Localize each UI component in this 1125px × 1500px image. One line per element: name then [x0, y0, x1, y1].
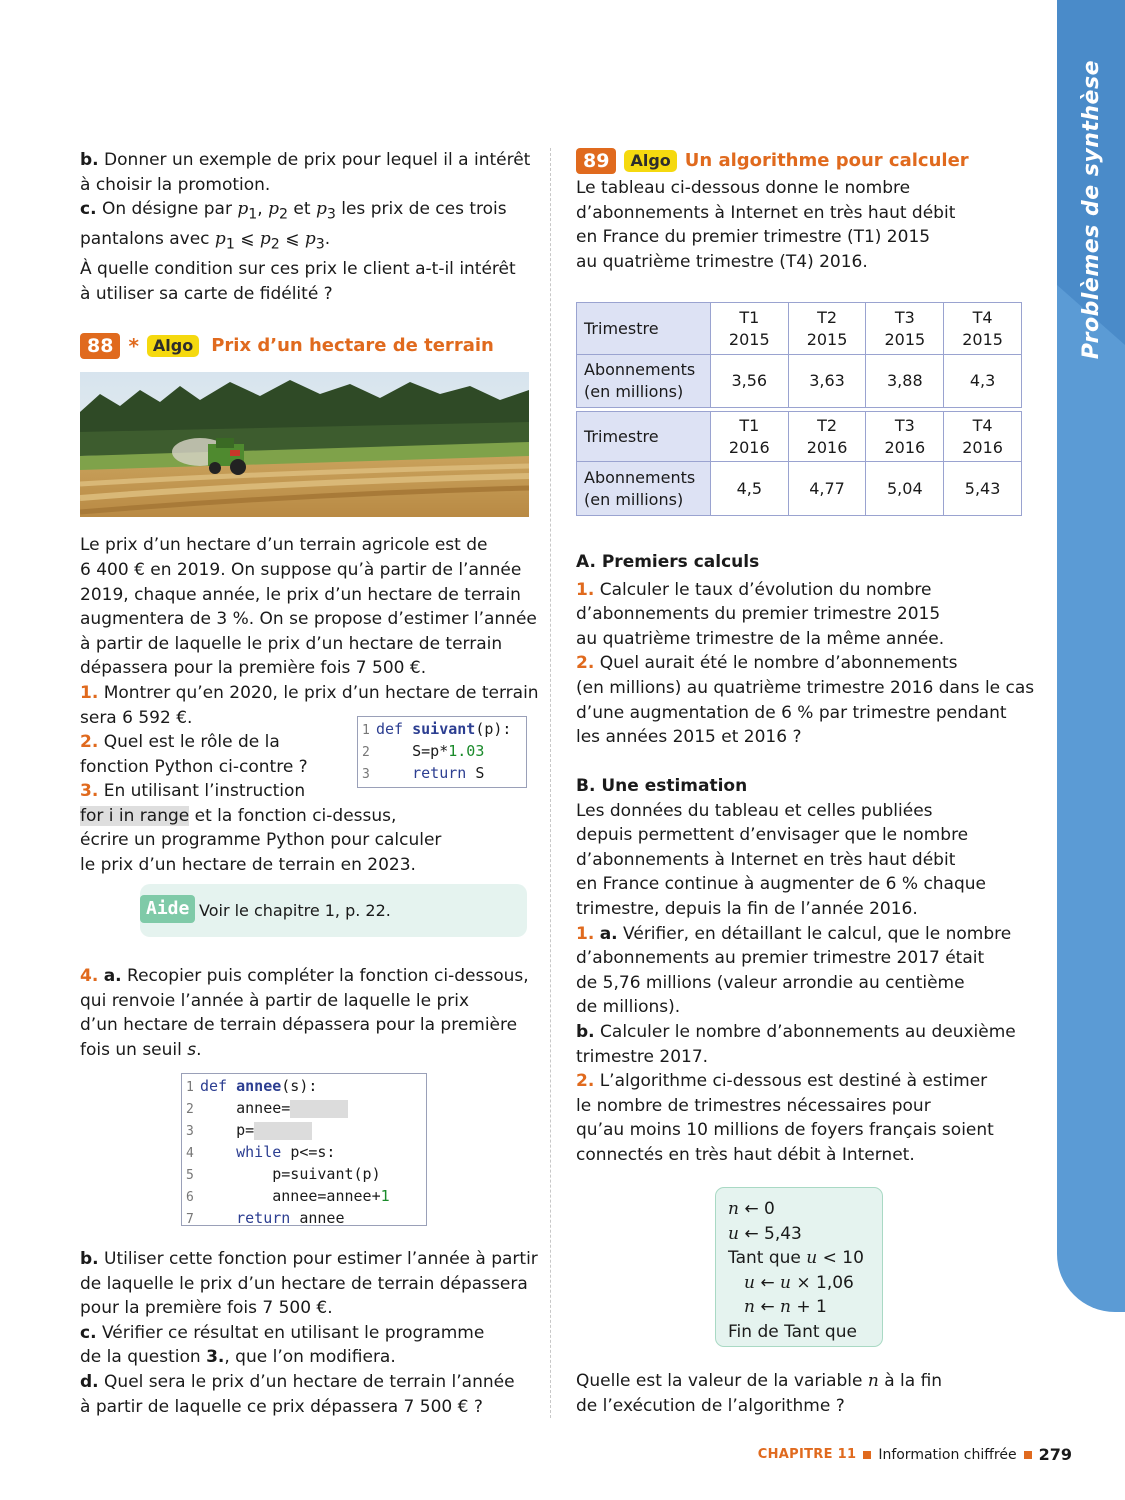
b1-line4: de millions). [576, 997, 681, 1018]
intro-c-line1: c. On désigne par $p_1$, $p_2$ et $p_3$ les prix de ces trois [80, 199, 507, 223]
table-row [577, 412, 1022, 462]
statement-line: dépassera pour la première fois 7 500 €. [80, 658, 427, 679]
b1-line2: d’abonnements au premier trimestre 2017 était [576, 948, 985, 969]
python-code-annee: 1 def annee(s): 2 annee= 3 p= 4 while p<=s: 5 p=suivant(p) 6 annee=annee+1 7 return annee [181, 1073, 427, 1226]
table-cell: 4,3 [944, 355, 1022, 408]
field-tractor-photo [80, 372, 529, 517]
exercise-88-statement [80, 533, 539, 877]
field-photo-illustration [80, 372, 529, 517]
a1-line3: au quatrième trimestre de la même année. [576, 628, 945, 649]
row-header: Abonnements (en millions) [577, 462, 711, 516]
final-question [576, 1369, 1036, 1418]
statement-line: augmentera de 3 %. On se propose d’estimer l’année [80, 609, 537, 630]
table-cell: 5,43 [944, 462, 1022, 516]
a2-line2: (en millions) au quatrième trimestre 2016 dans le cas [576, 677, 1035, 698]
statement-line: au quatrième trimestre (T4) 2016. [576, 251, 868, 272]
statement-line: d’abonnements à Internet en très haut débit [576, 849, 956, 870]
difficulty-star: * [128, 334, 139, 359]
intro-c-line2: pantalons avec $p_1$ ⩽ $p_2$ ⩽ $p_3$. [80, 229, 331, 253]
table-row [577, 355, 1022, 408]
intro-b-line1: b. Donner un exemple de prix pour lequel il a intérêt [80, 150, 531, 170]
algorithm-box [715, 1187, 883, 1347]
table-cell: 5,04 [866, 462, 944, 516]
q3-line4: le prix d’un hectare de terrain en 2023. [80, 855, 416, 876]
b1b-line2: trimestre 2017. [576, 1046, 709, 1067]
table-cell: T4 2015 [944, 303, 1022, 355]
algo-line: u ← 5,43 [728, 1223, 802, 1244]
help-badge: Aide [140, 895, 195, 923]
a2-line3: d’une augmentation de 6 % par trimestre pendant [576, 702, 1007, 723]
exercise-number: 88 [80, 333, 120, 359]
q3-line3: écrire un programme Python pour calculer [80, 830, 442, 851]
part-a [576, 550, 1036, 750]
q3-line1: 3. En utilisant l’instruction [80, 781, 306, 802]
column-divider [550, 148, 551, 1418]
b1-line3: de 5,76 millions (valeur arrondie au centième [576, 972, 965, 993]
algo-line: Fin de Tant que [728, 1321, 857, 1342]
side-tab-label: Problèmes de synthèse [1079, 60, 1105, 360]
exercise-number: 89 [576, 148, 616, 174]
table-row [577, 303, 1022, 355]
q4-line3: d’un hectare de terrain dépassera pour la première [80, 1015, 518, 1036]
separator-square [1024, 1451, 1032, 1459]
page-number: 279 [1038, 1445, 1072, 1464]
table-cell: 3,56 [710, 355, 788, 408]
exercise-title: Un algorithme pour calculer [684, 149, 969, 171]
blank-field [290, 1100, 348, 1118]
statement-line: 6 400 € en 2019. On suppose qu’à partir de l’année [80, 559, 522, 580]
python-code-suivant: 1 def suivant(p): 2 S=p*1.03 3 return S [357, 716, 527, 788]
q4c-line1: c. Vérifier ce résultat en utilisant le programme [80, 1322, 485, 1343]
algo-badge: Algo [147, 335, 199, 357]
a1-line2: d’abonnements du premier trimestre 2015 [576, 604, 941, 625]
help-box [140, 884, 527, 937]
q1-line1: 1. Montrer qu’en 2020, le prix d’un hectare de terrain [80, 682, 539, 703]
blank-field [254, 1122, 312, 1140]
statement-line: Les données du tableau et celles publiées [576, 800, 933, 821]
part-b-title: B. Une estimation [576, 776, 748, 796]
table-cell: 4,5 [710, 462, 788, 516]
b1-line1: 1. a. Vérifier, en détaillant le calcul, que le nombre [576, 923, 1012, 944]
inline-code: for i in range [80, 805, 190, 826]
algo-line: n ← n + 1 [744, 1297, 827, 1318]
table-cell: T3 2015 [866, 303, 944, 355]
b2-line3: qu’au moins 10 millions de foyers français soient [576, 1120, 994, 1141]
table-cell: T2 2016 [788, 412, 866, 462]
chapter-label: CHAPITRE 11 [757, 1447, 857, 1462]
exercise-88-header [80, 333, 535, 359]
part-b [576, 774, 1036, 1168]
page-footer [758, 1443, 1072, 1468]
a1-line1: 1. Calculer le taux d’évolution du nombre [576, 579, 932, 600]
q4-followups [80, 1247, 538, 1419]
q4b-line3: pour la première fois 7 500 €. [80, 1298, 333, 1319]
q3-line2: for i in range et la fonction ci-dessus, [80, 805, 397, 826]
statement-line: 2019, chaque année, le prix d’un hectare de terrain [80, 584, 521, 605]
algo-line: Tant que u < 10 [728, 1248, 864, 1269]
b2-line4: connectés en très haut débit à Internet. [576, 1144, 915, 1165]
final-line2: de l’exécution de l’algorithme ? [576, 1395, 845, 1416]
q4-block [80, 964, 535, 1062]
table-row [577, 462, 1022, 516]
statement-line: Le tableau ci-dessous donne le nombre [576, 178, 911, 198]
statement-line: d’abonnements à Internet en très haut débit [576, 202, 956, 223]
separator-square [863, 1451, 871, 1459]
q4c-line2: de la question 3., que l’on modifiera. [80, 1347, 396, 1368]
q4b-line2: de laquelle le prix d’un hectare de terrain dépassera [80, 1273, 528, 1294]
table-cell: T1 2016 [710, 412, 788, 462]
statement-line: depuis permettent d’envisager que le nombre [576, 825, 969, 846]
row-header: Trimestre [577, 303, 711, 355]
algo-badge: Algo [624, 150, 676, 172]
q2-line2: fonction Python ci-contre ? [80, 756, 308, 777]
q4d-line1: d. Quel sera le prix d’un hectare de terrain l’année [80, 1371, 515, 1392]
statement-line: trimestre, depuis la fin de l’année 2016. [576, 898, 918, 919]
final-line1: Quelle est la valeur de la variable n à la fin [576, 1371, 943, 1391]
b2-line2: le nombre de trimestres nécessaires pour [576, 1095, 931, 1116]
section-label: Information chiffrée [878, 1447, 1017, 1463]
row-header: Trimestre [577, 412, 711, 462]
a2-line4: les années 2015 et 2016 ? [576, 727, 802, 748]
q4-line4: fois un seuil s. [80, 1039, 202, 1060]
b1b-line1: b. Calculer le nombre d’abonnements au deuxième [576, 1021, 1016, 1042]
q4-line2: qui renvoie l’année à partir de laquelle le prix [80, 990, 470, 1011]
part-a-title: A. Premiers calculs [576, 552, 760, 572]
q4d-line2: à partir de laquelle ce prix dépassera 7 500 € ? [80, 1396, 483, 1417]
table-cell: T2 2015 [788, 303, 866, 355]
help-text: Voir le chapitre 1, p. 22. [199, 901, 391, 920]
statement-line: à partir de laquelle le prix d’un hectare de terrain [80, 633, 503, 654]
table-cell: T1 2015 [710, 303, 788, 355]
intro-c-line3: À quelle condition sur ces prix le client a-t-il intérêt [80, 259, 516, 280]
q4b-line1: b. Utiliser cette fonction pour estimer l’année à partir [80, 1249, 538, 1269]
intro-b-line2: à choisir la promotion. [80, 174, 271, 195]
a2-line1: 2. Quel aurait été le nombre d’abonnements [576, 653, 958, 674]
subscriptions-table [576, 302, 1022, 516]
right-column [576, 148, 1036, 274]
table-cell: 3,63 [788, 355, 866, 408]
intro-c-line4: à utiliser sa carte de fidélité ? [80, 283, 333, 304]
b2-line1: 2. L’algorithme ci-dessous est destiné à estimer [576, 1071, 988, 1092]
q2-line1: 2. Quel est le rôle de la [80, 732, 280, 753]
algo-line: u ← u × 1,06 [744, 1272, 854, 1293]
table-cell: T3 2016 [866, 412, 944, 462]
statement-line: en France continue à augmenter de 6 % chaque [576, 874, 987, 895]
algo-line: n ← 0 [728, 1199, 775, 1219]
statement-line: Le prix d’un hectare d’un terrain agricole est de [80, 535, 488, 556]
statement-line: en France du premier trimestre (T1) 2015 [576, 227, 931, 248]
exercise-89-header [576, 148, 1036, 174]
table-cell: 4,77 [788, 462, 866, 516]
row-header: Abonnements (en millions) [577, 355, 711, 408]
q4-line1: 4. a. Recopier puis compléter la fonction ci-dessous, [80, 966, 529, 986]
table-cell: T4 2016 [944, 412, 1022, 462]
q1-line2: sera 6 592 €. [80, 707, 193, 728]
exercise-title: Prix d’un hectare de terrain [211, 335, 494, 357]
table-cell: 3,88 [866, 355, 944, 408]
